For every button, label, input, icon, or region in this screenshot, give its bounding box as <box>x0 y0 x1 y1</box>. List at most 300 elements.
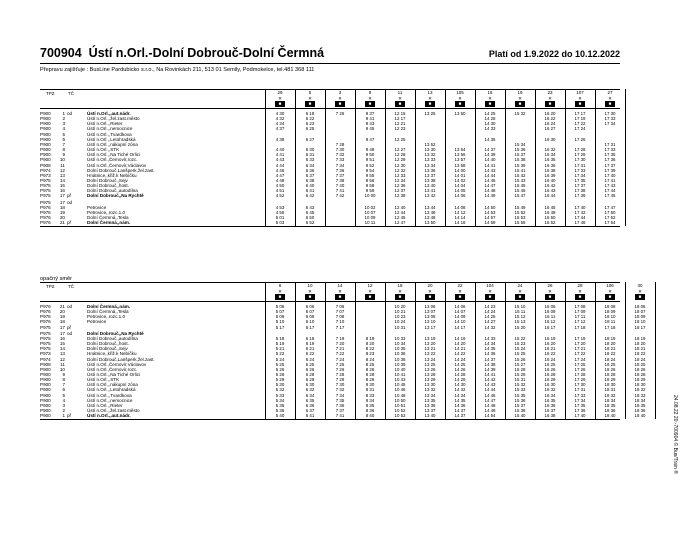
departure-time: 7 34 <box>335 162 345 168</box>
train-number: 24 <box>517 283 523 288</box>
departure-time: 7 08 <box>335 314 345 320</box>
departure-time: 15 35 <box>514 392 526 398</box>
weekday-cross: ✕ <box>278 96 282 101</box>
tc-label: TČ <box>68 284 74 289</box>
departure-time: 17 28 <box>574 147 586 153</box>
station-name: Ústí n.Orl.,,nákupní zóna <box>87 141 138 147</box>
departure-time: 4 30 <box>275 111 285 116</box>
departure-time: 15 39 <box>514 162 526 168</box>
station-index: 13 <box>59 351 65 357</box>
train-number: 20 <box>427 283 433 288</box>
departure-time: 13 42 <box>424 193 436 199</box>
departure-time: 17 09 <box>574 309 586 315</box>
departure-time: 15 22 <box>514 335 526 341</box>
departure-time: 16 32 <box>544 387 556 393</box>
departure-time: 13 07 <box>424 309 436 315</box>
station-index: 6 <box>62 387 65 393</box>
departure-time: 16 20 <box>544 111 556 116</box>
departure-time: 16 36 <box>544 402 556 408</box>
departure-time: 15 37 <box>514 152 526 158</box>
departure-time: 17 33 <box>574 392 586 398</box>
station-index: 10 <box>59 366 65 372</box>
departure-time: 7 34 <box>335 392 345 398</box>
train-number: 107 <box>576 90 584 95</box>
station-code: P900 <box>40 141 51 147</box>
departure-time: 17 26 <box>574 366 586 372</box>
station-index: 15 <box>59 341 65 347</box>
service-badge: ■ <box>335 294 345 300</box>
departure-time: 17 45 <box>604 193 616 199</box>
departure-time: 17 43 <box>604 183 616 189</box>
station-name: Dolní Dobrouč,,host. <box>87 183 129 189</box>
weekday-cross: ✕ <box>578 96 582 101</box>
departure-time: 14 29 <box>454 377 466 383</box>
departure-time: 18 30 <box>634 382 646 388</box>
service-badge: ■ <box>575 294 585 300</box>
departure-time: 6 30 <box>305 147 315 153</box>
departure-time: 13 34 <box>424 162 436 168</box>
departure-time: 12 17 <box>394 116 406 122</box>
departure-time: 13 44 <box>424 204 436 210</box>
train-number: 29 <box>277 90 283 95</box>
service-badge: ■ <box>635 294 645 300</box>
departure-time: 13 58 <box>454 162 466 168</box>
departure-time: 17 36 <box>574 408 586 413</box>
departure-time: 18 21 <box>604 346 616 352</box>
train-number: 106 <box>606 283 614 288</box>
departure-time: 13 37 <box>424 172 436 178</box>
train-number: 9 <box>368 90 372 95</box>
station-name: Dolní Čermná,,Tesla <box>87 309 129 315</box>
departure-time: 13 26 <box>424 366 436 372</box>
departure-time: 5 17 <box>275 324 285 330</box>
departure-time: 7 42 <box>335 193 345 199</box>
departure-time: 17 34 <box>604 121 616 127</box>
departure-time: 17 18 <box>574 324 586 330</box>
station-code: P900 <box>40 408 51 413</box>
station-name: Dolní Dobrouč,,Na Rychtě <box>87 193 144 199</box>
departure-time: 6 23 <box>305 121 315 127</box>
station-code: P974 <box>40 167 51 173</box>
departure-time: 18 26 <box>604 366 616 372</box>
arrival-departure: př <box>67 220 72 226</box>
departure-time: 13 22 <box>424 351 436 357</box>
departure-time: 14 53 <box>484 209 496 215</box>
tpz-label: TPZ <box>46 284 55 289</box>
departure-time: 17 08 <box>574 304 586 309</box>
departure-time: 14 02 <box>454 177 466 183</box>
departure-time: 14 44 <box>484 172 496 178</box>
departure-time: 7 41 <box>335 413 345 419</box>
departure-time: 4 50 <box>275 183 285 189</box>
station-index: 20 <box>59 215 65 220</box>
departure-time: 13 30 <box>424 382 436 388</box>
departure-time: 9 41 <box>365 116 375 122</box>
departure-time: 6 50 <box>305 215 315 220</box>
timetable-title <box>40 46 324 60</box>
header-rule <box>40 63 620 64</box>
weekday-cross: ✕ <box>518 289 522 294</box>
departure-time: 13 50 <box>424 220 436 226</box>
departure-time: 16 12 <box>544 319 556 325</box>
departure-time: 8 40 <box>365 413 375 419</box>
departure-time: 14 12 <box>454 209 466 215</box>
departure-time: 13 40 <box>424 413 436 419</box>
departure-time: 13 28 <box>424 371 436 377</box>
departure-time: 9 43 <box>365 121 375 127</box>
departure-time: 14 45 <box>484 177 496 183</box>
departure-time: 17 33 <box>604 147 616 153</box>
departure-time: 14 23 <box>484 304 496 309</box>
departure-time: 17 30 <box>604 111 616 116</box>
departure-time: 5 10 <box>275 319 285 325</box>
station-index: 16 <box>59 335 65 341</box>
departure-time: 14 37 <box>454 413 466 419</box>
station-code: P973 <box>40 351 51 357</box>
departure-time: 14 49 <box>484 193 496 199</box>
departure-time: 5 01 <box>275 215 285 220</box>
departure-time: 17 35 <box>604 152 616 158</box>
departure-time: 4 53 <box>275 204 285 210</box>
train-number: 12 <box>367 283 373 288</box>
departure-time: 14 43 <box>484 382 496 388</box>
station-name: Ústí n.Orl.,,Na Tiché Orlici <box>87 371 141 377</box>
departure-time: 17 29 <box>574 377 586 383</box>
weekday-cross: ✕ <box>548 96 552 101</box>
service-badge: ■ <box>575 101 585 107</box>
departure-time: 17 40 <box>574 413 586 419</box>
departure-time: 9 50 <box>365 152 375 158</box>
departure-time: 18 08 <box>604 304 616 309</box>
departure-time: 16 22 <box>544 116 556 122</box>
departure-time: 17 31 <box>574 162 586 168</box>
departure-time: 6 34 <box>305 162 315 168</box>
station-index: 17 <box>59 193 65 199</box>
departure-time: 17 22 <box>574 121 586 127</box>
departure-time: 6 43 <box>305 204 315 210</box>
station-code: P974 <box>40 356 51 362</box>
station-name: Petrovice,,rozc.1.0 <box>87 209 126 215</box>
station-name: Ústí n.Orl.,,aut.nádr. <box>87 111 131 116</box>
departure-time: 16 39 <box>544 172 556 178</box>
train-number: 23 <box>547 90 553 95</box>
station-index: 20 <box>59 309 65 315</box>
station-index: 9 <box>62 371 65 377</box>
section-bottom-rule <box>40 226 620 227</box>
departure-time: 5 25 <box>275 361 285 367</box>
station-code: P975 <box>40 183 51 189</box>
departure-time: 15 38 <box>514 408 526 413</box>
station-index: 21 <box>59 220 65 226</box>
departure-time: 14 59 <box>484 220 496 226</box>
departure-time: 17 30 <box>574 157 586 163</box>
column-divider <box>445 89 446 226</box>
departure-time: 18 28 <box>604 371 616 377</box>
departure-time: 9 37 <box>365 111 375 116</box>
departure-time: 15 34 <box>514 141 526 147</box>
departure-time: 12 40 <box>394 204 406 210</box>
departure-time: 14 47 <box>484 183 496 189</box>
station-code: P975 <box>40 346 51 352</box>
departure-time: 13 19 <box>424 335 436 341</box>
departure-time: 6 31 <box>305 152 315 158</box>
column-divider <box>355 282 356 419</box>
station-index: 2 <box>62 408 65 413</box>
service-badge: ■ <box>365 294 375 300</box>
departure-time: 12 33 <box>394 172 406 178</box>
train-number: 28 <box>577 283 583 288</box>
station-name: Dolní Dobrouč,Lanšperk,žel.zast. <box>87 167 155 173</box>
station-name: Ústí n.Orl.,,Rieter <box>87 121 123 127</box>
departure-time: 7 29 <box>335 377 345 383</box>
departure-time: 5 33 <box>275 392 285 398</box>
station-code: P900 <box>40 121 51 127</box>
departure-time: 7 24 <box>335 356 345 362</box>
departure-time: 10 35 <box>394 346 406 352</box>
station-name: Ústí n.Orl.,,nákupní zóna <box>87 382 138 388</box>
service-badge: ■ <box>605 294 615 300</box>
departure-time: 7 36 <box>335 402 345 408</box>
departure-time: 14 24 <box>454 356 466 362</box>
departure-time: 18 19 <box>604 335 616 341</box>
departure-time: 17 36 <box>604 157 616 163</box>
departure-time: 9 52 <box>365 162 375 168</box>
station-name: Ústí n.Orl.,Černovír,rozc. <box>87 366 138 372</box>
departure-time: 14 48 <box>484 188 496 194</box>
departure-time: 18 20 <box>634 341 646 347</box>
departure-time: 17 54 <box>604 220 616 226</box>
departure-time: 13 52 <box>424 141 436 147</box>
departure-time: 6 06 <box>305 304 315 309</box>
station-index: 17 <box>59 324 65 330</box>
departure-time: 4 55 <box>275 209 285 215</box>
line-number: 700904 <box>40 46 82 60</box>
station-index: 6 <box>62 136 65 142</box>
departure-time: 14 35 <box>484 346 496 352</box>
departure-time: 4 44 <box>275 162 285 168</box>
weekday-cross: ✕ <box>398 289 402 294</box>
station-code: P973 <box>40 172 51 178</box>
column-divider <box>505 89 506 226</box>
departure-time: 5 07 <box>275 309 285 315</box>
station-code: P976 <box>40 220 51 226</box>
departure-time: 16 22 <box>544 351 556 357</box>
station-row <box>40 413 225 419</box>
departure-time: 5 28 <box>275 371 285 377</box>
departure-time: 17 33 <box>574 167 586 173</box>
departure-time: 18 32 <box>604 392 616 398</box>
departure-time: 14 39 <box>484 152 496 158</box>
departure-time: 16 34 <box>544 152 556 158</box>
departure-time: 17 39 <box>574 193 586 199</box>
departure-time: 17 44 <box>604 188 616 194</box>
departure-time: 18 34 <box>634 397 646 403</box>
departure-time: 17 34 <box>574 397 586 403</box>
departure-time: 4 40 <box>275 147 285 153</box>
service-badge: ■ <box>485 101 495 107</box>
departure-time: 6 42 <box>305 193 315 199</box>
departure-time: 5 19 <box>275 341 285 347</box>
station-index: 7 <box>62 382 65 388</box>
departure-time: 10 09 <box>364 215 376 220</box>
departure-time: 16 35 <box>544 157 556 163</box>
departure-time: 5 03 <box>275 220 285 226</box>
station-name: Dolní Čermná,,Tesla <box>87 215 129 220</box>
departure-time: 13 48 <box>424 215 436 220</box>
station-index: 14 <box>59 177 65 183</box>
departure-time: 15 53 <box>514 215 526 220</box>
departure-time: 14 50 <box>484 204 496 210</box>
departure-time: 8 28 <box>365 371 375 377</box>
station-name: Ústí n.Orl.,,STK <box>87 147 120 153</box>
departure-time: 10 20 <box>394 304 406 309</box>
departure-time: 16 48 <box>544 209 556 215</box>
station-code: P900 <box>40 392 51 398</box>
departure-time: 17 46 <box>574 220 586 226</box>
departure-time: 14 17 <box>454 324 466 330</box>
departure-time: 13 50 <box>454 111 466 116</box>
station-name: Dolní Dobrouč,,host. <box>87 341 129 347</box>
station-index: 5 <box>62 131 65 137</box>
departure-time: 16 50 <box>544 215 556 220</box>
departure-time: 14 34 <box>484 341 496 347</box>
departure-time: 15 40 <box>514 413 526 419</box>
station-code: P908 <box>40 361 51 367</box>
departure-time: 7 36 <box>335 167 345 173</box>
service-badge: ■ <box>305 101 315 107</box>
departure-time: 5 22 <box>275 351 285 357</box>
station-name: Ústí n.Orl.,,Letohradská <box>87 136 136 142</box>
departure-time: 16 27 <box>544 126 556 132</box>
departure-time: 8 19 <box>365 335 375 341</box>
weekday-cross: ✕ <box>308 289 312 294</box>
station-index: 12 <box>59 356 65 362</box>
column-divider <box>415 282 416 419</box>
departure-time: 7 38 <box>335 177 345 183</box>
tpz-label: TPZ <box>46 91 55 96</box>
section-top-rule <box>40 89 620 90</box>
station-index: 18 <box>59 319 65 325</box>
departure-time: 17 21 <box>574 346 586 352</box>
departure-time: 16 45 <box>544 204 556 210</box>
departure-time: 13 36 <box>424 402 436 408</box>
departure-time: 17 31 <box>574 387 586 393</box>
departure-time: 17 28 <box>574 371 586 377</box>
departure-time: 15 10 <box>514 304 526 309</box>
departure-time: 10 33 <box>394 335 406 341</box>
train-number: 22 <box>457 283 463 288</box>
departure-time: 14 34 <box>454 392 466 398</box>
departure-time: 10 43 <box>394 377 406 383</box>
departure-time: 15 33 <box>514 387 526 393</box>
weekday-cross: ✕ <box>488 289 492 294</box>
arrival-departure: od <box>67 304 73 309</box>
departure-time: 14 57 <box>484 215 496 220</box>
arrival-departure: od <box>67 111 73 116</box>
service-badge: ■ <box>305 294 315 300</box>
departure-time: 7 37 <box>335 408 345 413</box>
service-badge: ■ <box>515 101 525 107</box>
departure-time: 16 52 <box>544 220 556 226</box>
departure-time: 8 23 <box>365 351 375 357</box>
departure-time: 8 34 <box>365 397 375 403</box>
departure-time: 10 41 <box>394 371 406 377</box>
weekday-cross: ✕ <box>398 96 402 101</box>
station-index: 10 <box>59 157 65 163</box>
departure-time: 12 34 <box>394 177 406 183</box>
departure-time: 16 19 <box>544 335 556 341</box>
departure-time: 17 42 <box>574 209 586 215</box>
departure-time: 15 36 <box>514 147 526 153</box>
weekday-cross: ✕ <box>428 96 432 101</box>
section-sub-rule <box>40 301 620 302</box>
station-index: 16 <box>59 188 65 194</box>
departure-time: 13 24 <box>424 356 436 362</box>
station-code: P976 <box>40 314 51 320</box>
departure-time: 6 25 <box>305 361 315 367</box>
departure-time: 17 40 <box>574 204 586 210</box>
column-divider <box>385 282 386 419</box>
departure-time: 12 21 <box>394 121 406 127</box>
departure-time: 16 24 <box>544 356 556 362</box>
departure-time: 9 56 <box>365 177 375 183</box>
section-bottom-rule <box>40 419 620 420</box>
departure-time: 14 01 <box>454 172 466 178</box>
departure-time: 10 21 <box>394 309 406 315</box>
departure-time: 14 26 <box>454 366 466 372</box>
station-name: Ústí n.Orl.,,žel.zast.město <box>87 408 140 413</box>
route-name: Ústí n.Orl.-Dolní Dobrouč-Dolní Čermná <box>88 46 325 60</box>
station-code: P900 <box>40 371 51 377</box>
service-badge: ■ <box>515 294 525 300</box>
departure-time: 4 51 <box>275 188 285 194</box>
station-index: 3 <box>62 121 65 127</box>
departure-time: 18 26 <box>634 366 646 372</box>
station-code: P908 <box>40 162 51 168</box>
departure-time: 4 38 <box>275 136 285 142</box>
departure-time: 18 28 <box>634 371 646 377</box>
departure-time: 16 09 <box>544 309 556 315</box>
departure-time: 13 41 <box>424 188 436 194</box>
departure-time: 6 24 <box>305 356 315 362</box>
departure-time: 7 17 <box>335 324 345 330</box>
weekday-cross: ✕ <box>278 289 282 294</box>
departure-time: 14 46 <box>484 392 496 398</box>
service-badge: ■ <box>545 294 555 300</box>
station-code: P900 <box>40 126 51 132</box>
departure-time: 6 40 <box>305 183 315 189</box>
column-divider <box>475 282 476 419</box>
departure-time: 9 58 <box>365 183 375 189</box>
station-index: 12 <box>59 167 65 173</box>
station-code: P900 <box>40 116 51 122</box>
station-name: Ústí n.Orl.,,žel.zast.město <box>87 116 140 122</box>
departure-time: 4 46 <box>275 167 285 173</box>
departure-time: 17 35 <box>574 177 586 183</box>
weekday-cross: ✕ <box>338 289 342 294</box>
departure-time: 5 24 <box>275 356 285 362</box>
departure-time: 15 55 <box>514 220 526 226</box>
departure-time: 12 25 <box>394 136 406 142</box>
departure-time: 7 06 <box>335 304 345 309</box>
departure-time: 15 43 <box>514 177 526 183</box>
departure-time: 5 21 <box>275 346 285 352</box>
departure-time: 17 37 <box>604 162 616 168</box>
departure-time: 16 17 <box>544 324 556 330</box>
column-divider <box>595 89 596 226</box>
station-code: P975 <box>40 177 51 183</box>
departure-time: 7 28 <box>335 141 345 147</box>
